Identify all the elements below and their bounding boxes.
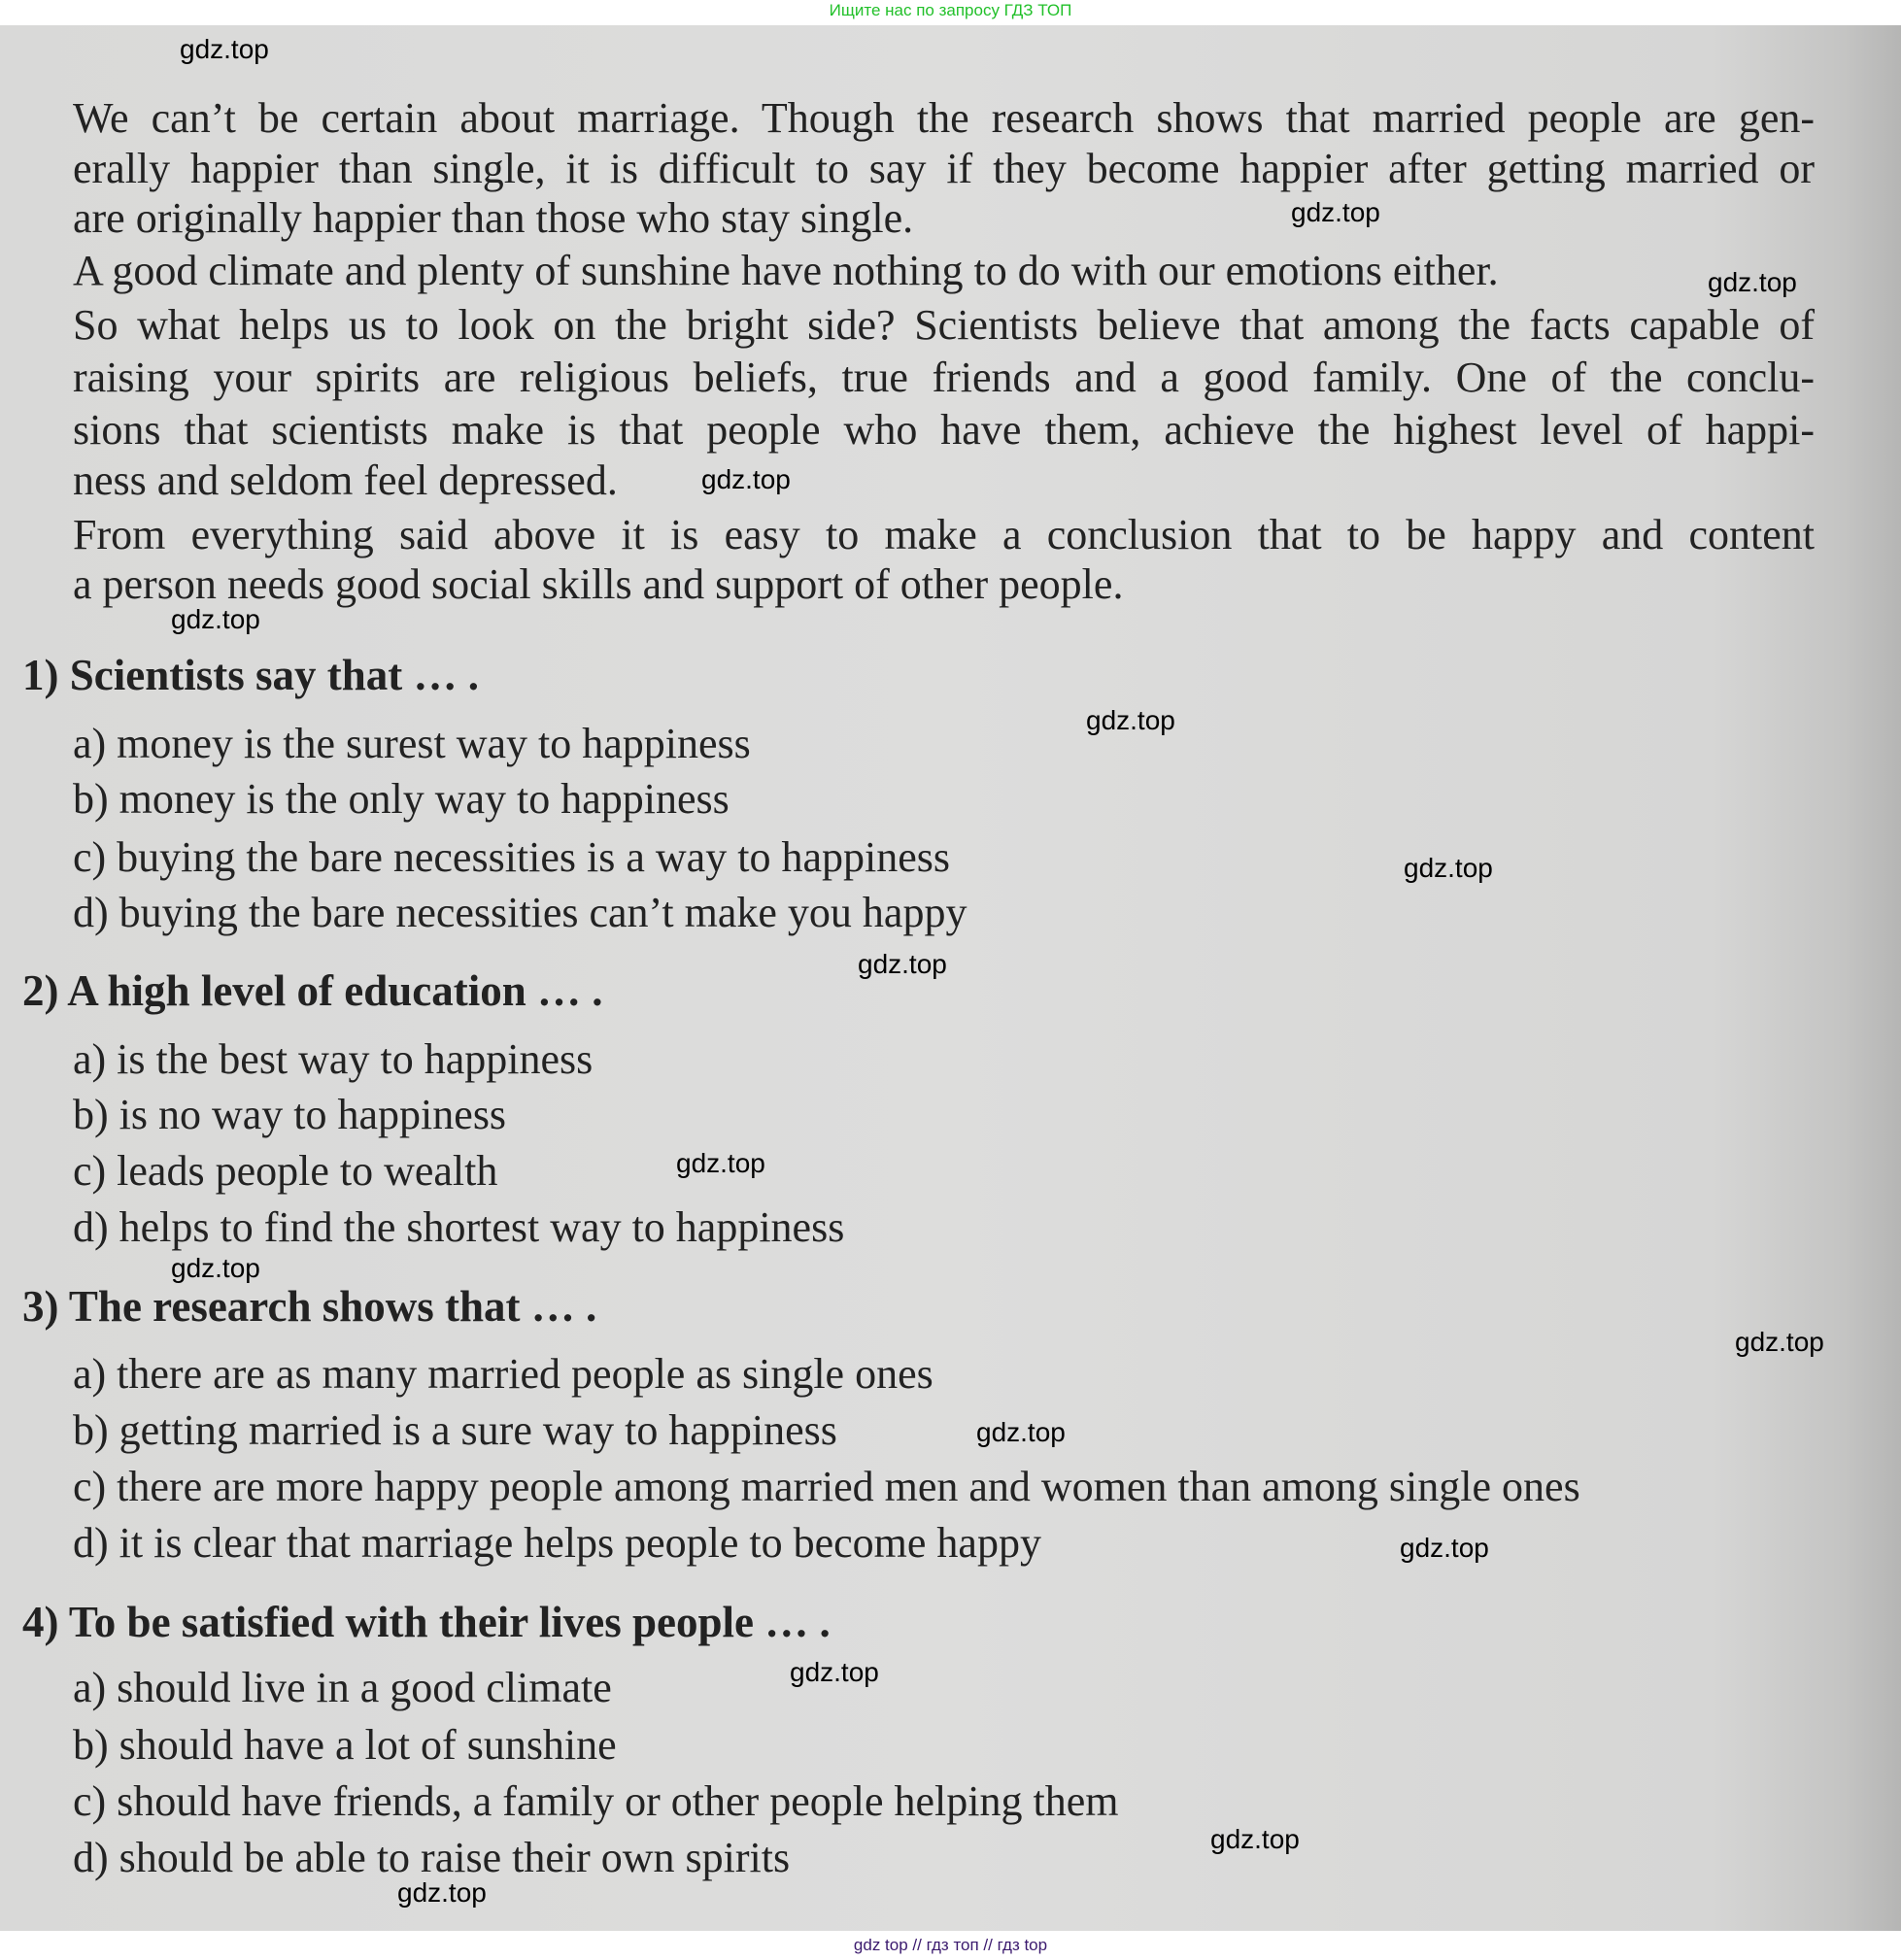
watermark: gdz.top bbox=[1086, 705, 1175, 735]
watermark: gdz.top bbox=[1210, 1824, 1300, 1854]
textbook-page bbox=[0, 25, 1901, 1931]
question-heading: 3) The research shows that … . bbox=[22, 1282, 597, 1331]
answer-option: a) is the best way to happiness bbox=[73, 1035, 594, 1083]
paragraph-line: ness and seldom feel depressed. bbox=[73, 456, 618, 504]
paragraph-line: are originally happier than those who stay single. bbox=[73, 194, 914, 242]
answer-option: c) there are more happy people among married men and women than among single ones bbox=[73, 1463, 1580, 1510]
watermark: gdz.top bbox=[790, 1657, 879, 1687]
question-heading: 2) A high level of education … . bbox=[22, 966, 603, 1015]
watermark: gdz.top bbox=[858, 949, 947, 979]
answer-option: b) getting married is a sure way to happiness bbox=[73, 1406, 837, 1454]
watermark: gdz.top bbox=[1404, 853, 1493, 883]
watermark: gdz.top bbox=[171, 1253, 260, 1283]
footer-links: gdz top // гдз топ // гдз top bbox=[853, 1936, 1048, 1954]
watermark: gdz.top bbox=[397, 1877, 487, 1908]
watermark: gdz.top bbox=[976, 1417, 1066, 1447]
paragraph-line: sions that scientists make is that people who have them, achieve the highest level of happi- bbox=[73, 406, 1815, 454]
watermark: gdz.top bbox=[1735, 1327, 1824, 1357]
paragraph-line: raising your spirits are religious beliefs, true friends and a good family. One of the conclu- bbox=[73, 354, 1815, 401]
watermark: gdz.top bbox=[171, 604, 260, 634]
answer-option: d) helps to find the shortest way to happiness bbox=[73, 1203, 845, 1251]
question-heading: 4) To be satisfied with their lives people … . bbox=[22, 1598, 831, 1646]
answer-option: c) should have friends, a family or other people helping them bbox=[73, 1777, 1119, 1825]
answer-option: a) there are as many married people as single ones bbox=[73, 1350, 934, 1398]
watermark: gdz.top bbox=[1708, 267, 1797, 297]
answer-option: a) should live in a good climate bbox=[73, 1664, 612, 1711]
answer-option: b) should have a lot of sunshine bbox=[73, 1721, 617, 1769]
question-heading: 1) Scientists say that … . bbox=[22, 651, 479, 699]
answer-option: b) is no way to happiness bbox=[73, 1091, 507, 1138]
answer-option: d) should be able to raise their own spirits bbox=[73, 1834, 791, 1881]
paragraph-line: a person needs good social skills and support of other people. bbox=[73, 560, 1124, 608]
watermark: gdz.top bbox=[1400, 1533, 1489, 1563]
answer-option: c) leads people to wealth bbox=[73, 1147, 498, 1195]
watermark: gdz.top bbox=[1291, 197, 1380, 227]
watermark: gdz.top bbox=[676, 1148, 765, 1178]
paragraph-line: A good climate and plenty of sunshine have nothing to do with our emotions either. bbox=[73, 247, 1499, 294]
watermark: gdz.top bbox=[701, 464, 791, 494]
paragraph-line: We can’t be certain about marriage. Though the research shows that married people are gen- bbox=[73, 94, 1815, 142]
answer-option: a) money is the surest way to happiness bbox=[73, 720, 751, 767]
answer-option: c) buying the bare necessities is a way to happiness bbox=[73, 833, 950, 881]
paragraph-line: So what helps us to look on the bright side? Scientists believe that among the facts capable of bbox=[73, 301, 1815, 349]
paragraph-line: erally happier than single, it is difficult to say if they become happier after getting married or bbox=[73, 145, 1815, 192]
answer-option: b) money is the only way to happiness bbox=[73, 775, 730, 823]
watermark: gdz.top bbox=[180, 34, 269, 64]
paragraph-line: From everything said above it is easy to make a conclusion that to be happy and content bbox=[73, 511, 1815, 558]
answer-option: d) it is clear that marriage helps people to become happy bbox=[73, 1519, 1041, 1567]
answer-option: d) buying the bare necessities can’t make you happy bbox=[73, 889, 967, 936]
top-banner: Ищите нас по запросу ГДЗ ТОП bbox=[829, 1, 1072, 19]
